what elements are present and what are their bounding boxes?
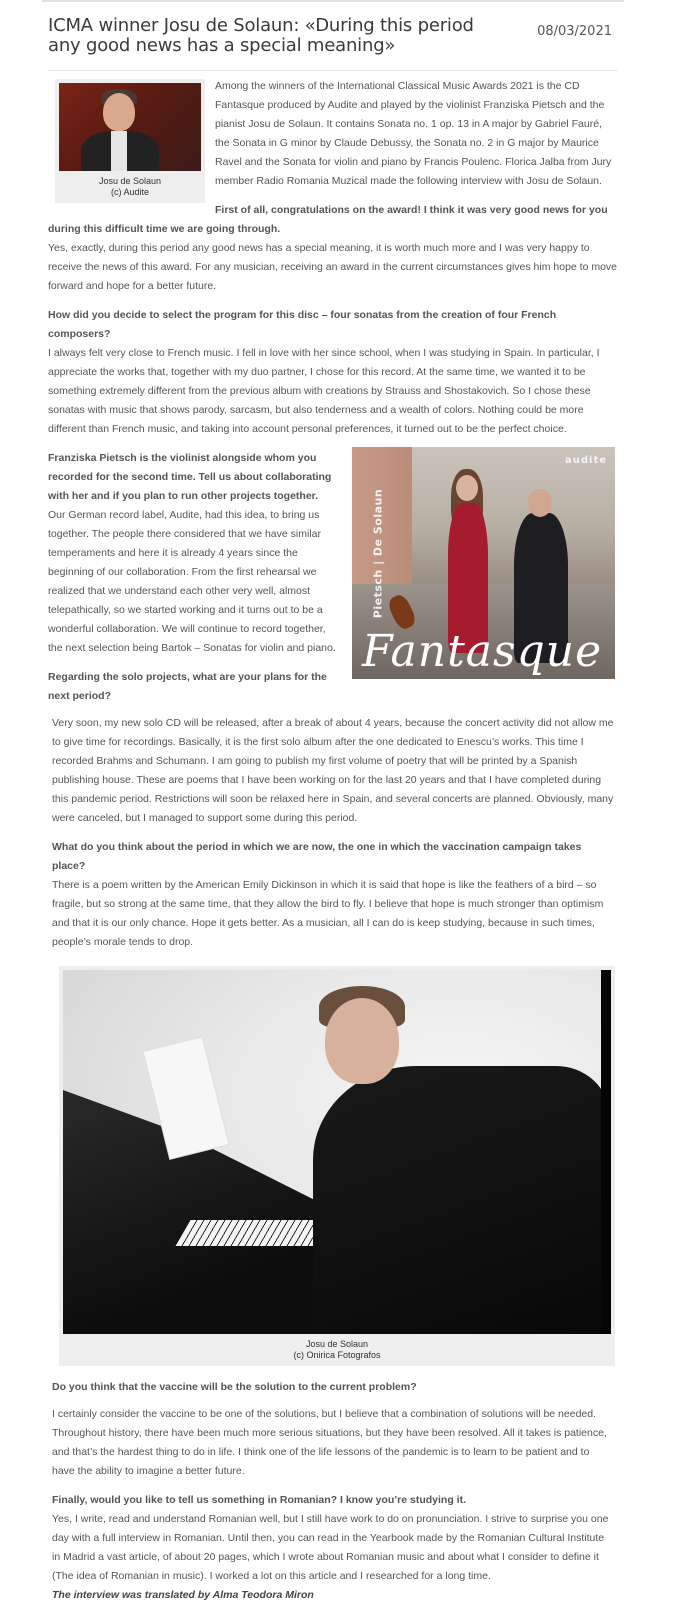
question-2: How did you decide to select the program for this disc – four sonatas from the creation of four French composers? bbox=[48, 309, 557, 340]
article-title: ICMA winner Josu de Solaun: «During this period any good news has a special meaning» bbox=[48, 15, 474, 56]
portrait-caption: Josu de Solaun (c) Audite bbox=[98, 176, 162, 197]
answer-3: Our German record label, Audite, had this idea, to bring us together. The people there considered that we have similar temperaments and here it is already 4 years since the beginning of our collaboration. From the first rehearsal we realized that we understand each other very well, almost telepathically, so we started working and it turns out to be a wonderful collaboration. We will continue to record together, the next selection being Bartok – Sonatas for violin and piano. bbox=[48, 509, 336, 654]
question-5: What do you think about the period in which we are now, the one in which the vaccination campaign takes place? bbox=[52, 841, 582, 872]
pianist-figure bbox=[59, 966, 615, 1366]
article-header bbox=[42, 16, 624, 62]
pianist-photo bbox=[63, 970, 611, 1334]
portrait-photo bbox=[59, 83, 201, 171]
question-7: Finally, would you like to tell us something in Romanian? I know you’re studying it. bbox=[52, 1494, 467, 1506]
intro-paragraph: Among the winners of the International Classical Music Awards 2021 is the CD Fantasque produced by Audite and played by the violinist Franziska Pietsch and the pianist Josu de Solaun. It contains Sonata no. 1 op. 13 in A major by Gabriel Fauré, the Sonata in G minor by Claude Debussy, the Sonata no. 2 in G major by Maurice Ravel and the Sonata for violin and piano by Francis Poulenc. Florica Jalba from Jury member Radio Romania Muzical made the following interview with Josu de Solaun. bbox=[215, 80, 612, 187]
answer-5: There is a poem written by the American Emily Dickinson in which it is said that hope is like the feathers of a bird – so fragile, but so strong at the same time, that they allow the bird to fly. I believe that hope is much stronger than optimism and that it is our only chance. Hope it gets better. As a musician, all I can do is keep studying, because in such times, people’s morale tends to drop. bbox=[52, 879, 604, 948]
answer-6: I certainly consider the vaccine to be one of the solutions, but I believe that a combination of solutions will be needed. Throughout history, there have been much more serious situations, but they have been resolved. All it takes is patience, and that’s the hardest thing to do in life. I think one of the life lessons of the pandemic is to learn to be patient and to have the ability to imagine a better future. bbox=[52, 1408, 607, 1477]
answer-2: I always felt very close to French music. I fell in love with her since school, when I was studying in Spain. In particular, I appreciate the works that, together with my duo partner, I chose for this record. At the same time, we wanted it to be something extremely different from the previous album with creations by Strauss and Shostakovich. So I chose these sonatas with music that shows parody, sarcasm, but also tenderness and a wealth of colors. Nothing could be more different than French music, and taking into account personal preferences, it turned out to be the perfect choice. bbox=[48, 347, 600, 435]
portrait-figure bbox=[55, 79, 205, 203]
cover-label: audite bbox=[564, 455, 607, 466]
question-1: First of all, congratulations on the award! I think it was very good news for you during this difficult time we are going through. bbox=[48, 204, 608, 235]
answer-4: Very soon, my new solo CD will be released, after a break of about 4 years, because the concert activity did not allow me to give time for recordings. Basically, it is the first solo album after the one dedicated to Enescu’s works. This time I recorded Brahms and Schumann. I am going to publish my first volume of poetry that will be printed by a Spanish publishing house. These are poems that I have been working on for the last 20 years and that I have completed during this pandemic period. Restrictions will soon be relaxed here in Spain, and several concerts are planned. Obviously, many were canceled, but I managed to support some during this period. bbox=[52, 717, 614, 824]
answer-7: Yes, I write, read and understand Romanian well, but I still have work to do on pronunciation. I strive to surprise you one day with a full interview in Romanian. Until then, you can read in the Yearbook made by the Romanian Cultural Institute in Madrid a vast article, of about 20 pages, which I wrote about Romanian music and about what I consider to define it (The idea of Romanian in music). I worked a lot on this article and I researched for a long time. bbox=[52, 1513, 609, 1582]
pianist-caption: Josu de Solaun (c) Onirica Fotografos bbox=[293, 1339, 381, 1360]
article-date: 08/03/2021 bbox=[537, 24, 612, 39]
question-4: Regarding the solo projects, what are your plans for the next period? bbox=[48, 671, 327, 702]
cover-artists: Pietsch | De Solaun bbox=[371, 488, 385, 619]
question-6: Do you think that the vaccine will be the solution to the current problem? bbox=[52, 1381, 417, 1393]
answer-1: Yes, exactly, during this period any good news has a special meaning, it is worth much more and I was very happy to receive the news of this award. For any musician, receiving an award in the current circumstances gives him hope to move forward and hope for a better future. bbox=[48, 242, 618, 292]
translator-credit: The interview was translated by Alma Teodora Miron bbox=[52, 1589, 314, 1601]
album-cover bbox=[352, 447, 615, 679]
cover-title: Fantasque bbox=[362, 626, 603, 677]
question-3: Franziska Pietsch is the violinist alongside whom you recorded for the second time. Tell us about collaborating with her and if you plan to run other projects together. bbox=[48, 452, 332, 502]
article bbox=[42, 0, 624, 1605]
